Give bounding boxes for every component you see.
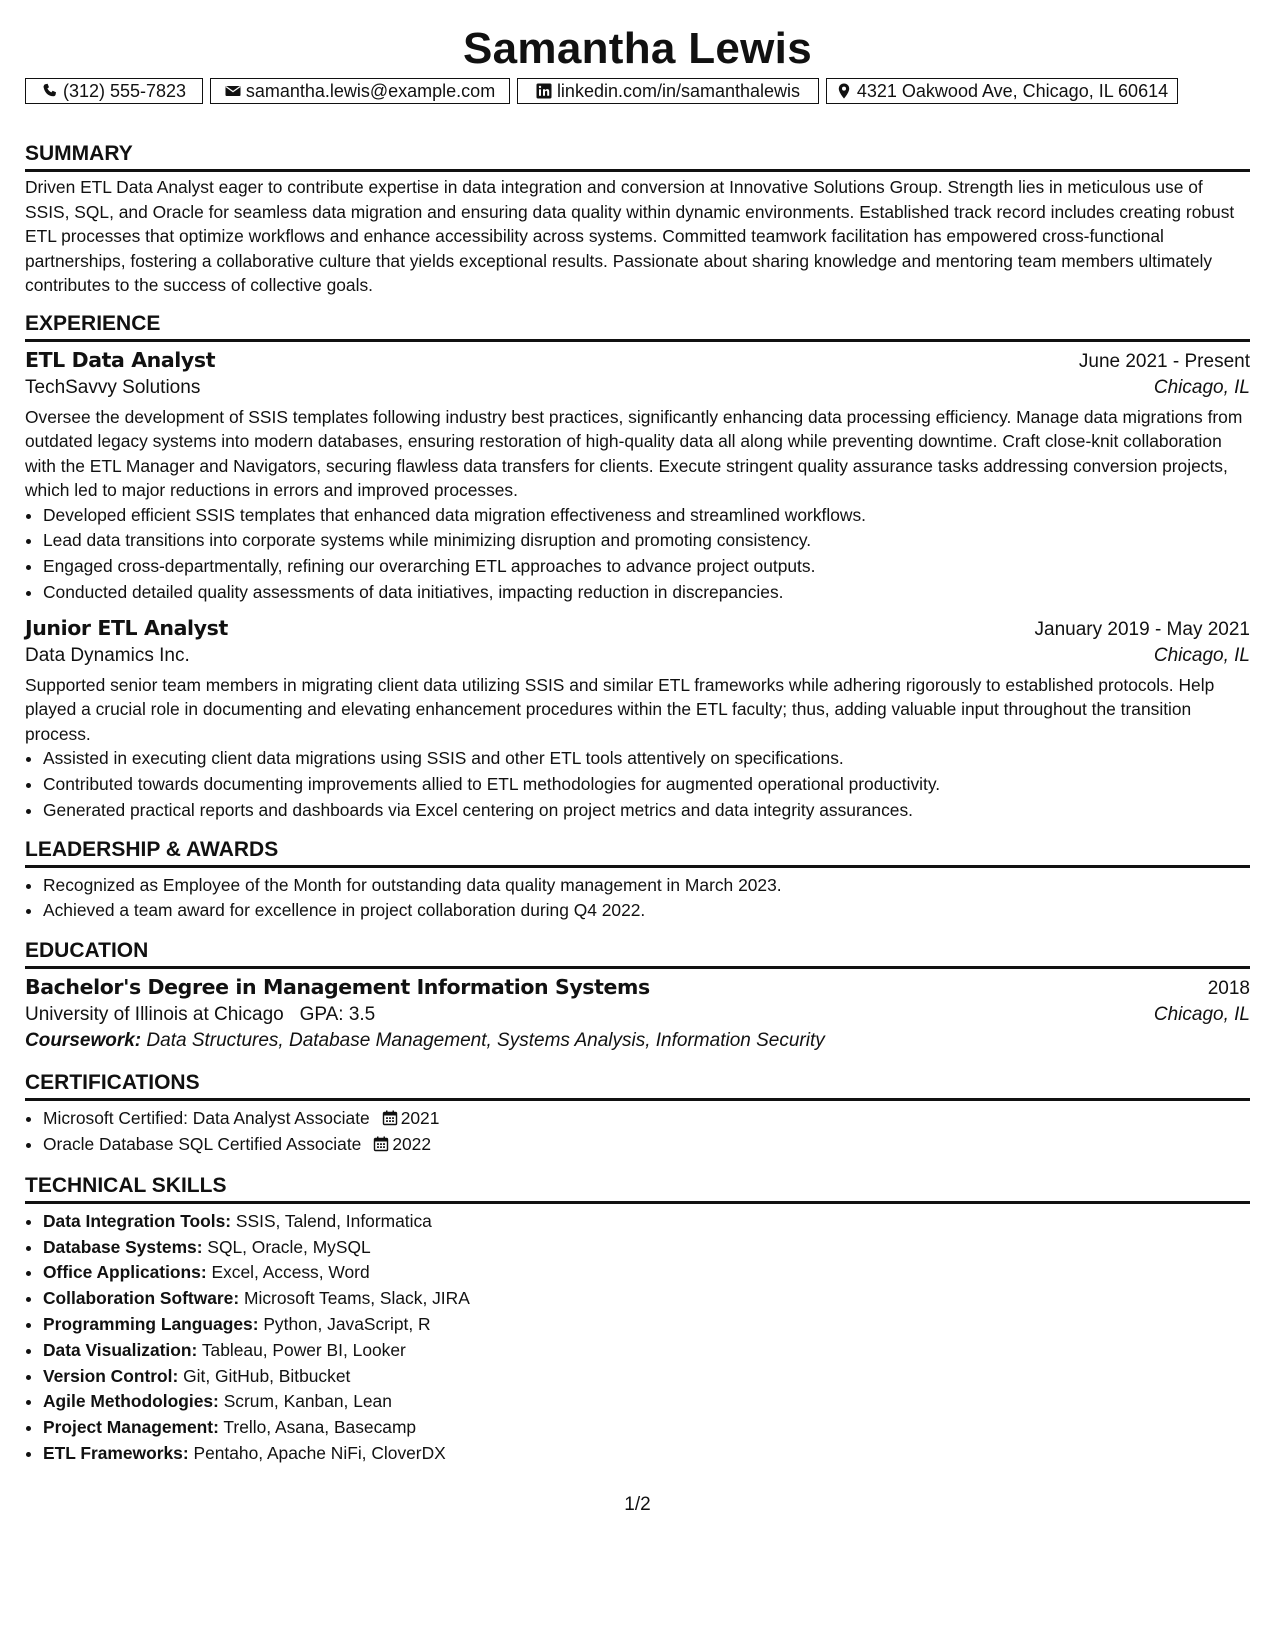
skill-value: Python, JavaScript, R (263, 1313, 431, 1334)
graduation-year: 2018 (1207, 978, 1250, 1000)
job-description: Supported senior team members in migrating client data utilizing SSIS and similar ETL frameworks while adhering rigorously to established protocols. Help played a crucial role in documenting and elevating enhancement procedures within the ETL faculty; thus, adding valuable input throughout the transition process. (25, 674, 1215, 744)
education-heading: EDUCATION (25, 938, 1250, 969)
coursework-label: Coursework: (25, 1030, 142, 1052)
school-name: University of Illinois at Chicago (25, 1004, 284, 1026)
job-subheader (25, 377, 1250, 399)
skills-section (25, 1173, 1250, 1467)
list-item: • Engaged cross-departmentally, refining our overarching ETL approaches to advance project outputs. (43, 554, 1250, 580)
job-dates: January 2019 - May 2021 (1034, 618, 1250, 640)
resume-page (25, 0, 1250, 1467)
leadership-section (25, 837, 1250, 925)
awards-list (25, 873, 1250, 925)
experience-heading: EXPERIENCE (25, 311, 1250, 342)
skill-label: Agile Methodologies: (43, 1391, 219, 1412)
list-item: • Contributed towards documenting improvements allied to ETL methodologies for augmented operational productivity. (43, 772, 1250, 798)
skill-label: Version Control: (43, 1365, 179, 1386)
list-item: • Generated practical reports and dashboards via Excel centering on project metrics and data integrity assurances. (43, 798, 1250, 824)
job-company: TechSavvy Solutions (25, 376, 201, 398)
skill-value: Pentaho, Apache NiFi, CloverDX (193, 1442, 446, 1463)
education-subheader (25, 1004, 1250, 1026)
skill-value: SQL, Oracle, MySQL (207, 1236, 371, 1257)
job-bullets (25, 503, 1250, 606)
list-item (43, 1235, 1250, 1261)
skill-label: Data Integration Tools: (43, 1210, 232, 1231)
skill-label: Project Management: (43, 1417, 219, 1438)
job-title: Junior ETL Analyst (25, 615, 228, 640)
education-header (25, 975, 1250, 1000)
skill-label: Programming Languages: (43, 1313, 259, 1334)
list-item (43, 1338, 1250, 1364)
list-item (43, 1106, 1250, 1132)
skill-value: Git, GitHub, Bitbucket (183, 1365, 351, 1386)
list-item (43, 1286, 1250, 1312)
skill-value: SSIS, Talend, Informatica (235, 1210, 432, 1231)
job-location: Chicago, IL (1153, 644, 1250, 666)
job-entry (25, 348, 1250, 606)
certifications-section (25, 1070, 1250, 1158)
job-header (25, 616, 1250, 641)
gpa: GPA: 3.5 (299, 1004, 376, 1026)
skill-value: Scrum, Kanban, Lean (223, 1391, 392, 1412)
skill-label: Database Systems: (43, 1236, 203, 1257)
page-number: 1/2 (624, 1494, 651, 1515)
list-item: • Recognized as Employee of the Month for outstanding data quality management in March 2023. (43, 873, 1250, 899)
list-item (43, 1364, 1250, 1390)
phone-text: (312) 555-7823 (62, 80, 187, 101)
job-location: Chicago, IL (1153, 376, 1250, 398)
summary-heading: SUMMARY (25, 141, 1250, 172)
skill-value: Microsoft Teams, Slack, JIRA (243, 1288, 470, 1309)
skill-label: ETL Frameworks: (43, 1442, 189, 1463)
calendar-icon (373, 1136, 389, 1152)
job-dates: June 2021 - Present (1078, 350, 1250, 372)
skills-heading: TECHNICAL SKILLS (25, 1173, 1250, 1204)
job-subheader (25, 645, 1250, 667)
school-location: Chicago, IL (1153, 1004, 1250, 1026)
calendar-icon (382, 1110, 398, 1126)
email-contact[interactable] (210, 78, 510, 104)
degree-title: Bachelor's Degree in Management Information Systems (25, 975, 650, 1000)
list-item (43, 1441, 1250, 1467)
certification-year: 2021 (400, 1108, 440, 1129)
linkedin-contact[interactable] (517, 78, 819, 104)
education-section (25, 938, 1250, 1052)
job-header (25, 348, 1250, 373)
linkedin-text: linkedin.com/in/samanthalewis (556, 80, 801, 101)
leadership-heading: LEADERSHIP & AWARDS (25, 837, 1250, 868)
job-entry (25, 616, 1250, 824)
certification-name: Microsoft Certified: Data Analyst Associate (43, 1108, 370, 1129)
linkedin-icon (536, 83, 552, 99)
list-item: • Achieved a team award for excellence in project collaboration during Q4 2022. (43, 898, 1250, 924)
address-contact (826, 78, 1178, 104)
phone-contact[interactable] (25, 78, 203, 104)
skill-label: Office Applications: (43, 1262, 207, 1283)
list-item (43, 1209, 1250, 1235)
phone-icon (42, 83, 58, 99)
job-bullets (25, 746, 1250, 823)
certification-year: 2022 (392, 1133, 432, 1154)
job-company: Data Dynamics Inc. (25, 644, 190, 666)
job-description: Oversee the development of SSIS templates following industry best practices, significantly enhancing data processing efficiency. Manage data migrations from outdated legacy systems into modern databases, ensuring restoration of high-quality data all along while preventing downtime. Craft close-knit collaboration with the ETL Manager and Navigators, securing flawless data transfers for clients. Execute stringent quality assurance tasks addressing conversion projects, which led to major reductions in errors and improved processes. (25, 406, 1243, 500)
summary-text: Driven ETL Data Analyst eager to contribute expertise in data integration and conversion at Innovative Solutions Group. Strength lies in meticulous use of SSIS, SQL, and Oracle for seamless data migration and ensuring data quality within dynamic environments. Established track record includes creating robust ETL processes that optimize workflows and enhance accessibility across systems. Committed teamwork facilitation has empowered cross-functional partnerships, fostering a collaborative culture that yields exceptional results. Passionate about sharing knowledge and mentoring team members ultimately contributes to the success of collective goals. (25, 177, 1235, 295)
school-info (25, 1004, 375, 1026)
skill-value: Trello, Asana, Basecamp (223, 1417, 417, 1438)
candidate-name: Samantha Lewis (463, 24, 812, 73)
summary-section (25, 141, 1250, 298)
list-item (43, 1415, 1250, 1441)
address-text: 4321 Oakwood Ave, Chicago, IL 60614 (856, 80, 1169, 101)
skill-label: Collaboration Software: (43, 1288, 240, 1309)
map-marker-icon (836, 83, 852, 99)
skill-label: Data Visualization: (43, 1339, 198, 1360)
certifications-list (25, 1106, 1250, 1158)
skill-value: Tableau, Power BI, Looker (201, 1339, 406, 1360)
skill-value: Excel, Access, Word (211, 1262, 370, 1283)
email-text: samantha.lewis@example.com (245, 80, 496, 101)
list-item (43, 1132, 1250, 1158)
list-item: • Conducted detailed quality assessments of data initiatives, impacting reduction in discrepancies. (43, 580, 1250, 606)
list-item (43, 1389, 1250, 1415)
list-item (43, 1312, 1250, 1338)
skills-list (25, 1209, 1250, 1467)
list-item (43, 1260, 1250, 1286)
coursework-list: Data Structures, Database Management, Systems Analysis, Information Security (146, 1030, 825, 1052)
list-item: • Developed efficient SSIS templates that enhanced data migration effectiveness and streamlined workflows. (43, 503, 1250, 529)
envelope-icon (225, 83, 241, 99)
experience-section (25, 311, 1250, 824)
certifications-heading: CERTIFICATIONS (25, 1070, 1250, 1101)
job-title: ETL Data Analyst (25, 347, 216, 372)
coursework (25, 1030, 1250, 1052)
contact-bar (25, 78, 1250, 104)
certification-name: Oracle Database SQL Certified Associate (43, 1133, 362, 1154)
list-item: • Assisted in executing client data migrations using SSIS and other ETL tools attentively on specifications. (43, 746, 1250, 772)
list-item: • Lead data transitions into corporate systems while minimizing disruption and promoting consistency. (43, 528, 1250, 554)
